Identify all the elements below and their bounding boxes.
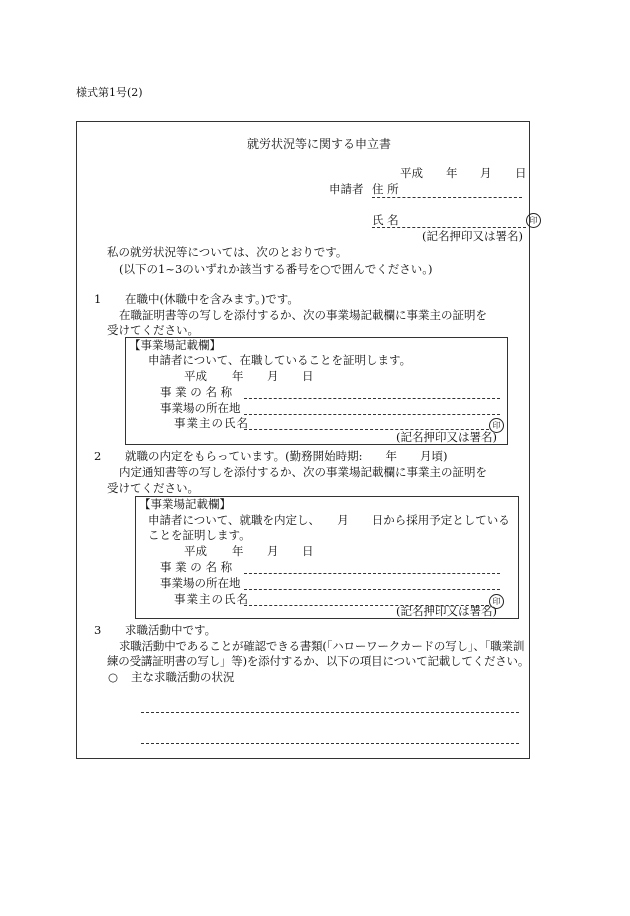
job-search-line-2[interactable]	[141, 743, 519, 744]
section3-desc-1: 求職活動中であることが確認できる書類(「ハローワークカードの写し」、「職業訓	[119, 639, 525, 653]
section1-field-address[interactable]	[244, 414, 500, 415]
section2-seal-note: (記名押印又は署名)	[396, 604, 497, 618]
applicant-label: 申請者	[329, 182, 364, 196]
section1-box-year: 年	[232, 369, 244, 383]
address-field[interactable]	[372, 197, 522, 198]
section2-box-statement-1: 申請者について、就職を内定し、 月 日から採用予定としている	[148, 513, 510, 527]
section1-title: 在職中(休職中を含みます。)です。	[125, 292, 299, 306]
section2-box-statement-2: ことを証明します。	[148, 528, 251, 542]
section1-field-label-company: 事 業 の 名 称	[160, 385, 233, 399]
section2-field-address[interactable]	[244, 589, 500, 590]
form-title: 就労状況等に関する申立書	[247, 137, 392, 151]
section2-title: 就職の内定をもらっています。(勤務開始時期: 年 月頃)	[125, 449, 448, 463]
section2-desc-1: 内定通知書等の写しを添付するか、次の事業場記載欄に事業主の証明を	[119, 465, 487, 479]
section1-box-month: 月	[267, 369, 279, 383]
name-field[interactable]	[372, 227, 526, 228]
section1-box-era: 平成	[184, 369, 207, 383]
section2-field-label-owner: 事業主の氏名	[174, 592, 249, 606]
section2-box-header: 【事業場記載欄】	[139, 497, 231, 511]
section3-desc-2: 練の受講証明書の写し」等)を添付するか、以下の項目について記載してください。	[107, 654, 530, 668]
section1-box-day: 日	[302, 369, 314, 383]
section3-number[interactable]: 3	[94, 623, 102, 637]
section2-field-label-address: 事業場の所在地	[160, 576, 241, 590]
section1-desc-1: 在職証明書等の写しを添付するか、次の事業場記載欄に事業主の証明を	[119, 308, 487, 322]
section3-title: 求職活動中です。	[125, 623, 217, 637]
section1-seal-note: (記名押印又は署名)	[396, 430, 497, 444]
job-search-line-1[interactable]	[141, 712, 519, 713]
section1-field-label-owner: 事業主の氏名	[174, 416, 249, 430]
section1-number[interactable]: 1	[94, 292, 102, 306]
section2-desc-2: 受けてください。	[107, 481, 199, 495]
section2-field-company[interactable]	[244, 573, 500, 574]
intro-line-1: 私の就労状況等については、次のとおりです。	[107, 245, 348, 259]
seal-note: (記名押印又は署名)	[422, 229, 523, 243]
name-label: 氏 名	[372, 213, 399, 227]
form-number: 様式第1号(2)	[76, 86, 143, 99]
section2-field-label-company: 事 業 の 名 称	[160, 560, 233, 574]
seal-stamp-icon: 印	[526, 213, 541, 228]
section3-bullet-icon: ○	[108, 670, 119, 684]
date-day: 日	[515, 166, 527, 180]
section1-desc-2: 受けてください。	[107, 323, 199, 337]
section1-box-header: 【事業場記載欄】	[129, 338, 221, 352]
section1-seal-icon: 印	[489, 418, 504, 433]
section2-box-era: 平成	[184, 544, 207, 558]
date-era: 平成	[400, 166, 423, 180]
address-label: 住 所	[372, 182, 399, 196]
section1-field-company[interactable]	[244, 398, 500, 399]
section1-field-label-address: 事業場の所在地	[160, 401, 241, 415]
intro-line-2: (以下の1~3のいずれか該当する番号を○で囲んでください。)	[119, 262, 433, 276]
date-month: 月	[480, 166, 492, 180]
section2-seal-icon: 印	[489, 594, 504, 609]
section3-item-label: 主な求職活動の状況	[131, 670, 235, 684]
section2-box-month: 月	[267, 544, 279, 558]
date-year: 年	[446, 166, 458, 180]
section2-number[interactable]: 2	[94, 449, 102, 463]
section2-box-day: 日	[302, 544, 314, 558]
section2-box-year: 年	[232, 544, 244, 558]
section1-box-statement: 申請者について、在職していることを証明します。	[148, 353, 412, 367]
